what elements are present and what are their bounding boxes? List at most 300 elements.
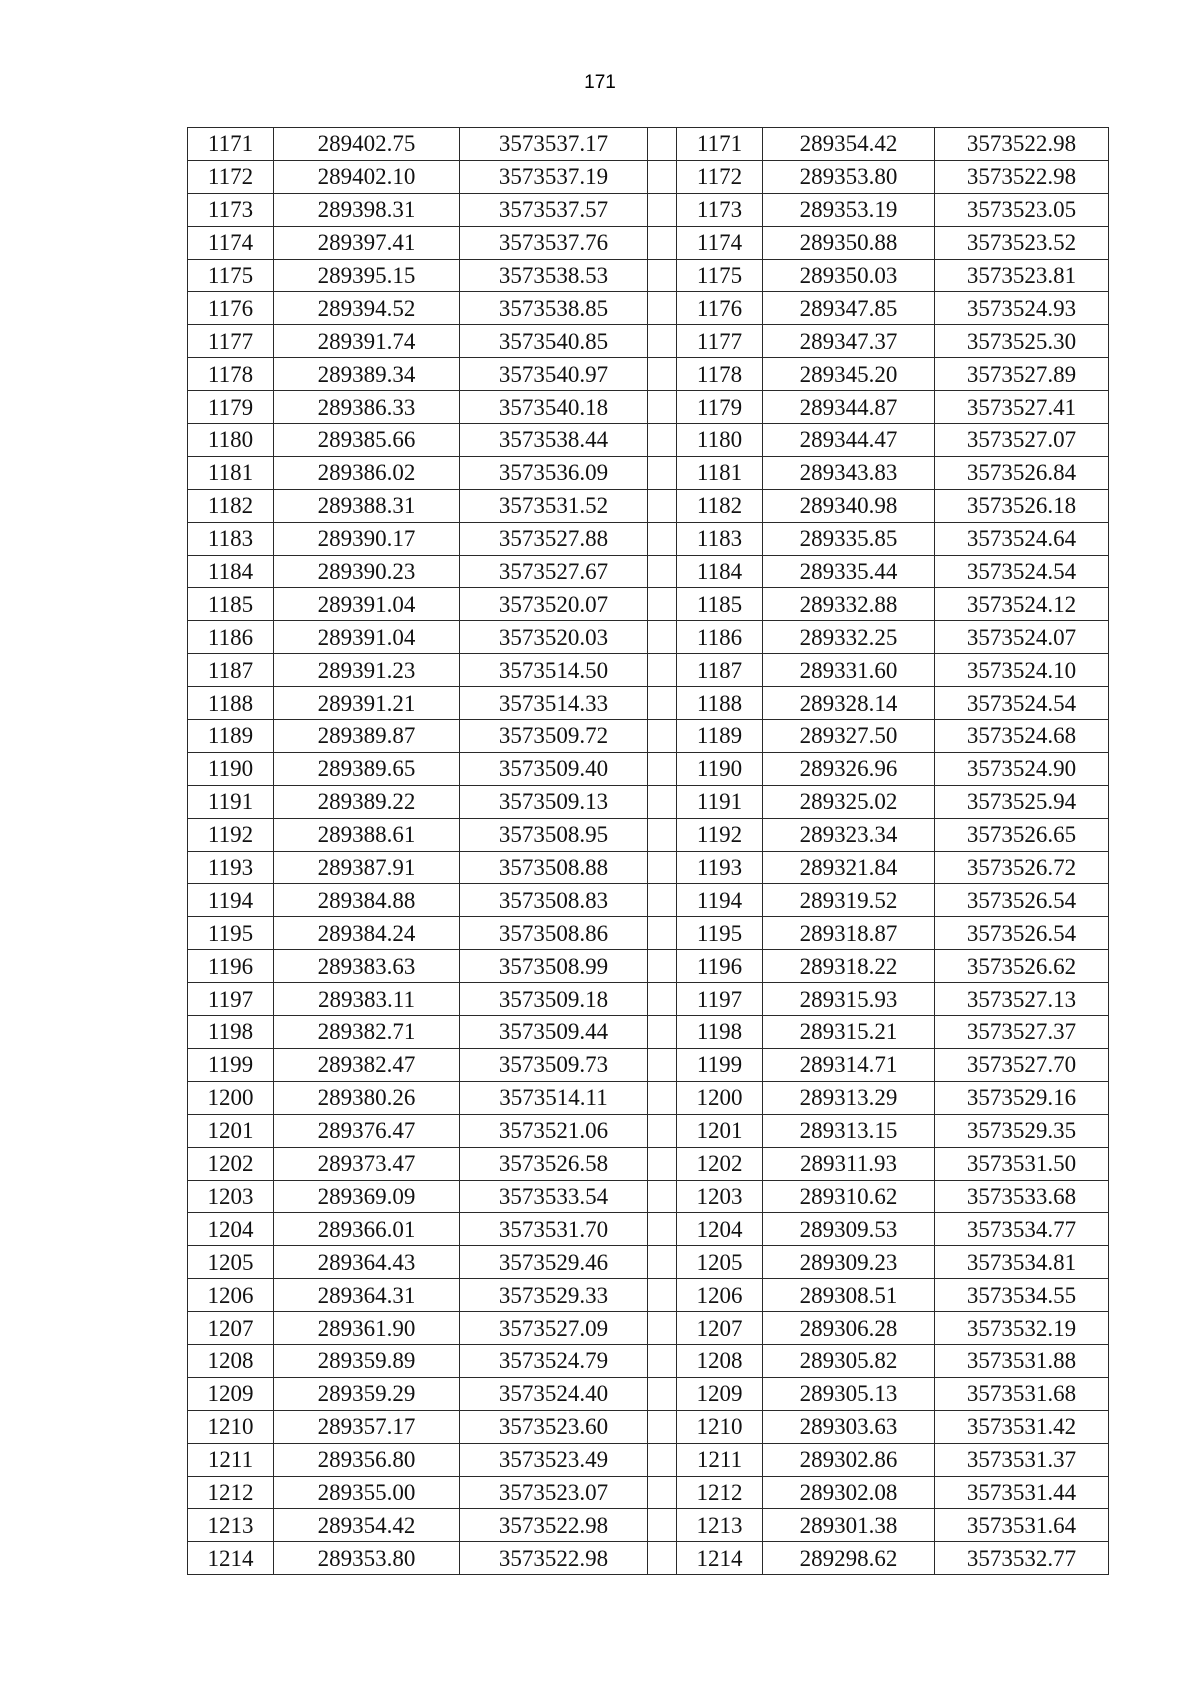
left-point-number-cell: 1189 — [188, 720, 274, 753]
right-x-coordinate-cell: 289344.87 — [763, 391, 935, 424]
coordinates-table — [187, 127, 1109, 1575]
spacer-cell — [648, 1180, 677, 1213]
right-point-number-cell: 1204 — [677, 1213, 763, 1246]
right-x-coordinate-cell: 289309.53 — [763, 1213, 935, 1246]
spacer-cell — [648, 917, 677, 950]
left-x-coordinate-cell: 289383.11 — [274, 983, 460, 1016]
spacer-cell — [648, 1312, 677, 1345]
left-x-coordinate-cell: 289380.26 — [274, 1081, 460, 1114]
left-point-number-cell: 1199 — [188, 1048, 274, 1081]
left-x-coordinate-cell: 289355.00 — [274, 1476, 460, 1509]
left-point-number-cell: 1212 — [188, 1476, 274, 1509]
left-point-number-cell: 1198 — [188, 1016, 274, 1049]
left-y-coordinate-cell: 3573529.46 — [460, 1246, 648, 1279]
spacer-cell — [648, 983, 677, 1016]
right-x-coordinate-cell: 289298.62 — [763, 1542, 935, 1575]
table-row — [188, 785, 1109, 818]
right-x-coordinate-cell: 289313.15 — [763, 1114, 935, 1147]
right-y-coordinate-cell: 3573532.19 — [935, 1312, 1109, 1345]
right-y-coordinate-cell: 3573526.72 — [935, 851, 1109, 884]
left-point-number-cell: 1207 — [188, 1312, 274, 1345]
left-point-number-cell: 1195 — [188, 917, 274, 950]
left-point-number-cell: 1187 — [188, 654, 274, 687]
right-point-number-cell: 1207 — [677, 1312, 763, 1345]
left-point-number-cell: 1196 — [188, 950, 274, 983]
right-point-number-cell: 1195 — [677, 917, 763, 950]
right-x-coordinate-cell: 289319.52 — [763, 884, 935, 917]
table-row — [188, 489, 1109, 522]
right-x-coordinate-cell: 289343.83 — [763, 456, 935, 489]
right-y-coordinate-cell: 3573531.44 — [935, 1476, 1109, 1509]
left-y-coordinate-cell: 3573531.70 — [460, 1213, 648, 1246]
left-point-number-cell: 1184 — [188, 555, 274, 588]
right-point-number-cell: 1198 — [677, 1016, 763, 1049]
spacer-cell — [648, 160, 677, 193]
right-point-number-cell: 1203 — [677, 1180, 763, 1213]
left-y-coordinate-cell: 3573520.03 — [460, 621, 648, 654]
spacer-cell — [648, 884, 677, 917]
left-y-coordinate-cell: 3573508.99 — [460, 950, 648, 983]
right-y-coordinate-cell: 3573525.94 — [935, 785, 1109, 818]
spacer-cell — [648, 325, 677, 358]
right-y-coordinate-cell: 3573529.35 — [935, 1114, 1109, 1147]
right-point-number-cell: 1181 — [677, 456, 763, 489]
right-y-coordinate-cell: 3573523.81 — [935, 259, 1109, 292]
table-row — [188, 128, 1109, 161]
left-y-coordinate-cell: 3573509.40 — [460, 752, 648, 785]
right-y-coordinate-cell: 3573524.07 — [935, 621, 1109, 654]
spacer-cell — [648, 1016, 677, 1049]
table-row — [188, 1016, 1109, 1049]
right-point-number-cell: 1210 — [677, 1410, 763, 1443]
table-row — [188, 1509, 1109, 1542]
left-point-number-cell: 1204 — [188, 1213, 274, 1246]
spacer-cell — [648, 489, 677, 522]
left-point-number-cell: 1197 — [188, 983, 274, 1016]
left-point-number-cell: 1177 — [188, 325, 274, 358]
right-y-coordinate-cell: 3573527.07 — [935, 424, 1109, 457]
left-x-coordinate-cell: 289389.22 — [274, 785, 460, 818]
left-x-coordinate-cell: 289391.74 — [274, 325, 460, 358]
right-y-coordinate-cell: 3573522.98 — [935, 128, 1109, 161]
left-x-coordinate-cell: 289391.04 — [274, 621, 460, 654]
left-point-number-cell: 1171 — [188, 128, 274, 161]
left-point-number-cell: 1183 — [188, 522, 274, 555]
spacer-cell — [648, 1377, 677, 1410]
right-x-coordinate-cell: 289347.37 — [763, 325, 935, 358]
right-x-coordinate-cell: 289315.93 — [763, 983, 935, 1016]
right-x-coordinate-cell: 289353.80 — [763, 160, 935, 193]
right-y-coordinate-cell: 3573524.54 — [935, 687, 1109, 720]
table-row — [188, 851, 1109, 884]
left-x-coordinate-cell: 289356.80 — [274, 1443, 460, 1476]
left-x-coordinate-cell: 289391.21 — [274, 687, 460, 720]
spacer-cell — [648, 193, 677, 226]
table-row — [188, 259, 1109, 292]
right-point-number-cell: 1193 — [677, 851, 763, 884]
table-row — [188, 292, 1109, 325]
right-x-coordinate-cell: 289344.47 — [763, 424, 935, 457]
right-x-coordinate-cell: 289332.25 — [763, 621, 935, 654]
right-x-coordinate-cell: 289327.50 — [763, 720, 935, 753]
left-x-coordinate-cell: 289387.91 — [274, 851, 460, 884]
table-row — [188, 1312, 1109, 1345]
spacer-cell — [648, 424, 677, 457]
right-point-number-cell: 1186 — [677, 621, 763, 654]
right-point-number-cell: 1191 — [677, 785, 763, 818]
right-point-number-cell: 1180 — [677, 424, 763, 457]
right-y-coordinate-cell: 3573531.88 — [935, 1344, 1109, 1377]
table-row — [188, 1213, 1109, 1246]
left-y-coordinate-cell: 3573537.76 — [460, 226, 648, 259]
left-x-coordinate-cell: 289366.01 — [274, 1213, 460, 1246]
left-x-coordinate-cell: 289384.24 — [274, 917, 460, 950]
table-row — [188, 752, 1109, 785]
right-y-coordinate-cell: 3573524.12 — [935, 588, 1109, 621]
right-y-coordinate-cell: 3573527.41 — [935, 391, 1109, 424]
left-point-number-cell: 1185 — [188, 588, 274, 621]
spacer-cell — [648, 752, 677, 785]
right-x-coordinate-cell: 289340.98 — [763, 489, 935, 522]
table-row — [188, 325, 1109, 358]
spacer-cell — [648, 391, 677, 424]
left-y-coordinate-cell: 3573537.17 — [460, 128, 648, 161]
right-point-number-cell: 1190 — [677, 752, 763, 785]
left-y-coordinate-cell: 3573521.06 — [460, 1114, 648, 1147]
right-y-coordinate-cell: 3573532.77 — [935, 1542, 1109, 1575]
left-y-coordinate-cell: 3573514.33 — [460, 687, 648, 720]
left-x-coordinate-cell: 289402.10 — [274, 160, 460, 193]
right-x-coordinate-cell: 289305.82 — [763, 1344, 935, 1377]
right-point-number-cell: 1179 — [677, 391, 763, 424]
spacer-cell — [648, 292, 677, 325]
right-y-coordinate-cell: 3573524.68 — [935, 720, 1109, 753]
left-y-coordinate-cell: 3573523.49 — [460, 1443, 648, 1476]
spacer-cell — [648, 358, 677, 391]
table-row — [188, 193, 1109, 226]
left-point-number-cell: 1190 — [188, 752, 274, 785]
right-x-coordinate-cell: 289318.22 — [763, 950, 935, 983]
left-y-coordinate-cell: 3573514.11 — [460, 1081, 648, 1114]
left-point-number-cell: 1182 — [188, 489, 274, 522]
table-row — [188, 917, 1109, 950]
right-x-coordinate-cell: 289331.60 — [763, 654, 935, 687]
left-y-coordinate-cell: 3573508.86 — [460, 917, 648, 950]
spacer-cell — [648, 1279, 677, 1312]
right-point-number-cell: 1202 — [677, 1147, 763, 1180]
right-point-number-cell: 1175 — [677, 259, 763, 292]
left-x-coordinate-cell: 289383.63 — [274, 950, 460, 983]
left-point-number-cell: 1186 — [188, 621, 274, 654]
left-y-coordinate-cell: 3573509.72 — [460, 720, 648, 753]
left-point-number-cell: 1174 — [188, 226, 274, 259]
right-x-coordinate-cell: 289318.87 — [763, 917, 935, 950]
left-y-coordinate-cell: 3573531.52 — [460, 489, 648, 522]
table-row — [188, 687, 1109, 720]
left-y-coordinate-cell: 3573509.18 — [460, 983, 648, 1016]
left-y-coordinate-cell: 3573533.54 — [460, 1180, 648, 1213]
right-point-number-cell: 1176 — [677, 292, 763, 325]
spacer-cell — [648, 1213, 677, 1246]
right-y-coordinate-cell: 3573531.68 — [935, 1377, 1109, 1410]
left-x-coordinate-cell: 289389.34 — [274, 358, 460, 391]
right-point-number-cell: 1194 — [677, 884, 763, 917]
left-y-coordinate-cell: 3573524.79 — [460, 1344, 648, 1377]
left-x-coordinate-cell: 289369.09 — [274, 1180, 460, 1213]
left-point-number-cell: 1200 — [188, 1081, 274, 1114]
right-x-coordinate-cell: 289350.03 — [763, 259, 935, 292]
right-y-coordinate-cell: 3573522.98 — [935, 160, 1109, 193]
table-row — [188, 884, 1109, 917]
left-point-number-cell: 1201 — [188, 1114, 274, 1147]
spacer-cell — [648, 522, 677, 555]
right-y-coordinate-cell: 3573524.93 — [935, 292, 1109, 325]
right-x-coordinate-cell: 289325.02 — [763, 785, 935, 818]
right-point-number-cell: 1188 — [677, 687, 763, 720]
table-row — [188, 588, 1109, 621]
table-row — [188, 1410, 1109, 1443]
table-row — [188, 1542, 1109, 1575]
right-y-coordinate-cell: 3573526.54 — [935, 884, 1109, 917]
spacer-cell — [648, 818, 677, 851]
right-x-coordinate-cell: 289302.08 — [763, 1476, 935, 1509]
right-point-number-cell: 1209 — [677, 1377, 763, 1410]
spacer-cell — [648, 1344, 677, 1377]
left-point-number-cell: 1203 — [188, 1180, 274, 1213]
table-row — [188, 983, 1109, 1016]
right-point-number-cell: 1213 — [677, 1509, 763, 1542]
spacer-cell — [648, 1048, 677, 1081]
table-row — [188, 391, 1109, 424]
table-row — [188, 226, 1109, 259]
left-point-number-cell: 1178 — [188, 358, 274, 391]
right-point-number-cell: 1211 — [677, 1443, 763, 1476]
right-point-number-cell: 1214 — [677, 1542, 763, 1575]
right-y-coordinate-cell: 3573526.18 — [935, 489, 1109, 522]
right-point-number-cell: 1196 — [677, 950, 763, 983]
right-y-coordinate-cell: 3573534.55 — [935, 1279, 1109, 1312]
table-row — [188, 1476, 1109, 1509]
left-x-coordinate-cell: 289386.02 — [274, 456, 460, 489]
spacer-cell — [648, 226, 677, 259]
right-y-coordinate-cell: 3573527.70 — [935, 1048, 1109, 1081]
right-y-coordinate-cell: 3573527.89 — [935, 358, 1109, 391]
left-y-coordinate-cell: 3573536.09 — [460, 456, 648, 489]
left-point-number-cell: 1209 — [188, 1377, 274, 1410]
table-row — [188, 1114, 1109, 1147]
right-y-coordinate-cell: 3573527.37 — [935, 1016, 1109, 1049]
right-x-coordinate-cell: 289335.85 — [763, 522, 935, 555]
left-point-number-cell: 1192 — [188, 818, 274, 851]
table-row — [188, 818, 1109, 851]
right-point-number-cell: 1201 — [677, 1114, 763, 1147]
left-y-coordinate-cell: 3573508.95 — [460, 818, 648, 851]
left-point-number-cell: 1173 — [188, 193, 274, 226]
right-x-coordinate-cell: 289353.19 — [763, 193, 935, 226]
spacer-cell — [648, 1509, 677, 1542]
right-y-coordinate-cell: 3573523.05 — [935, 193, 1109, 226]
right-y-coordinate-cell: 3573524.64 — [935, 522, 1109, 555]
table-row — [188, 555, 1109, 588]
right-point-number-cell: 1212 — [677, 1476, 763, 1509]
right-y-coordinate-cell: 3573534.77 — [935, 1213, 1109, 1246]
spacer-cell — [648, 1542, 677, 1575]
right-x-coordinate-cell: 289306.28 — [763, 1312, 935, 1345]
left-x-coordinate-cell: 289376.47 — [274, 1114, 460, 1147]
left-x-coordinate-cell: 289394.52 — [274, 292, 460, 325]
right-point-number-cell: 1174 — [677, 226, 763, 259]
left-x-coordinate-cell: 289397.41 — [274, 226, 460, 259]
right-y-coordinate-cell: 3573526.84 — [935, 456, 1109, 489]
right-y-coordinate-cell: 3573523.52 — [935, 226, 1109, 259]
left-y-coordinate-cell: 3573522.98 — [460, 1542, 648, 1575]
left-point-number-cell: 1205 — [188, 1246, 274, 1279]
right-x-coordinate-cell: 289321.84 — [763, 851, 935, 884]
spacer-cell — [648, 1410, 677, 1443]
right-y-coordinate-cell: 3573526.62 — [935, 950, 1109, 983]
right-x-coordinate-cell: 289308.51 — [763, 1279, 935, 1312]
right-point-number-cell: 1189 — [677, 720, 763, 753]
left-point-number-cell: 1188 — [188, 687, 274, 720]
right-point-number-cell: 1182 — [677, 489, 763, 522]
left-x-coordinate-cell: 289364.31 — [274, 1279, 460, 1312]
left-y-coordinate-cell: 3573523.60 — [460, 1410, 648, 1443]
right-point-number-cell: 1200 — [677, 1081, 763, 1114]
right-point-number-cell: 1178 — [677, 358, 763, 391]
left-y-coordinate-cell: 3573529.33 — [460, 1279, 648, 1312]
left-x-coordinate-cell: 289398.31 — [274, 193, 460, 226]
table-row — [188, 522, 1109, 555]
left-x-coordinate-cell: 289390.23 — [274, 555, 460, 588]
table-row — [188, 424, 1109, 457]
right-point-number-cell: 1199 — [677, 1048, 763, 1081]
left-y-coordinate-cell: 3573537.57 — [460, 193, 648, 226]
right-point-number-cell: 1173 — [677, 193, 763, 226]
left-x-coordinate-cell: 289391.23 — [274, 654, 460, 687]
left-x-coordinate-cell: 289354.42 — [274, 1509, 460, 1542]
right-x-coordinate-cell: 289332.88 — [763, 588, 935, 621]
left-y-coordinate-cell: 3573540.97 — [460, 358, 648, 391]
right-y-coordinate-cell: 3573524.90 — [935, 752, 1109, 785]
left-point-number-cell: 1180 — [188, 424, 274, 457]
left-y-coordinate-cell: 3573527.09 — [460, 1312, 648, 1345]
table-row — [188, 1279, 1109, 1312]
right-point-number-cell: 1183 — [677, 522, 763, 555]
right-x-coordinate-cell: 289335.44 — [763, 555, 935, 588]
left-point-number-cell: 1193 — [188, 851, 274, 884]
left-x-coordinate-cell: 289395.15 — [274, 259, 460, 292]
spacer-cell — [648, 456, 677, 489]
table-row — [188, 1048, 1109, 1081]
right-x-coordinate-cell: 289311.93 — [763, 1147, 935, 1180]
right-point-number-cell: 1206 — [677, 1279, 763, 1312]
right-point-number-cell: 1205 — [677, 1246, 763, 1279]
left-y-coordinate-cell: 3573537.19 — [460, 160, 648, 193]
table-row — [188, 1246, 1109, 1279]
right-x-coordinate-cell: 289313.29 — [763, 1081, 935, 1114]
spacer-cell — [648, 687, 677, 720]
left-point-number-cell: 1176 — [188, 292, 274, 325]
spacer-cell — [648, 588, 677, 621]
left-point-number-cell: 1210 — [188, 1410, 274, 1443]
left-y-coordinate-cell: 3573540.85 — [460, 325, 648, 358]
spacer-cell — [648, 654, 677, 687]
left-x-coordinate-cell: 289389.65 — [274, 752, 460, 785]
left-x-coordinate-cell: 289382.47 — [274, 1048, 460, 1081]
spacer-cell — [648, 720, 677, 753]
right-y-coordinate-cell: 3573531.42 — [935, 1410, 1109, 1443]
spacer-cell — [648, 128, 677, 161]
left-y-coordinate-cell: 3573508.88 — [460, 851, 648, 884]
right-point-number-cell: 1197 — [677, 983, 763, 1016]
left-x-coordinate-cell: 289359.29 — [274, 1377, 460, 1410]
coordinates-table-body — [188, 128, 1109, 1575]
table-row — [188, 160, 1109, 193]
right-point-number-cell: 1187 — [677, 654, 763, 687]
right-point-number-cell: 1208 — [677, 1344, 763, 1377]
left-y-coordinate-cell: 3573524.40 — [460, 1377, 648, 1410]
right-x-coordinate-cell: 289302.86 — [763, 1443, 935, 1476]
spacer-cell — [648, 851, 677, 884]
right-x-coordinate-cell: 289301.38 — [763, 1509, 935, 1542]
right-point-number-cell: 1177 — [677, 325, 763, 358]
left-x-coordinate-cell: 289357.17 — [274, 1410, 460, 1443]
right-x-coordinate-cell: 289354.42 — [763, 128, 935, 161]
spacer-cell — [648, 555, 677, 588]
right-y-coordinate-cell: 3573531.64 — [935, 1509, 1109, 1542]
left-point-number-cell: 1208 — [188, 1344, 274, 1377]
spacer-cell — [648, 1147, 677, 1180]
left-x-coordinate-cell: 289361.90 — [274, 1312, 460, 1345]
left-x-coordinate-cell: 289382.71 — [274, 1016, 460, 1049]
left-x-coordinate-cell: 289386.33 — [274, 391, 460, 424]
table-row — [188, 1081, 1109, 1114]
right-x-coordinate-cell: 289310.62 — [763, 1180, 935, 1213]
left-y-coordinate-cell: 3573538.44 — [460, 424, 648, 457]
left-point-number-cell: 1172 — [188, 160, 274, 193]
table-row — [188, 654, 1109, 687]
left-x-coordinate-cell: 289391.04 — [274, 588, 460, 621]
table-row — [188, 1443, 1109, 1476]
left-point-number-cell: 1213 — [188, 1509, 274, 1542]
right-y-coordinate-cell: 3573531.37 — [935, 1443, 1109, 1476]
spacer-cell — [648, 1081, 677, 1114]
right-x-coordinate-cell: 289309.23 — [763, 1246, 935, 1279]
table-row — [188, 1147, 1109, 1180]
right-x-coordinate-cell: 289314.71 — [763, 1048, 935, 1081]
left-y-coordinate-cell: 3573523.07 — [460, 1476, 648, 1509]
left-point-number-cell: 1202 — [188, 1147, 274, 1180]
spacer-cell — [648, 1114, 677, 1147]
left-point-number-cell: 1194 — [188, 884, 274, 917]
table-row — [188, 358, 1109, 391]
left-point-number-cell: 1214 — [188, 1542, 274, 1575]
left-x-coordinate-cell: 289388.61 — [274, 818, 460, 851]
left-y-coordinate-cell: 3573514.50 — [460, 654, 648, 687]
right-y-coordinate-cell: 3573526.65 — [935, 818, 1109, 851]
spacer-cell — [648, 259, 677, 292]
right-x-coordinate-cell: 289328.14 — [763, 687, 935, 720]
right-y-coordinate-cell: 3573533.68 — [935, 1180, 1109, 1213]
right-y-coordinate-cell: 3573524.10 — [935, 654, 1109, 687]
right-y-coordinate-cell: 3573534.81 — [935, 1246, 1109, 1279]
right-point-number-cell: 1171 — [677, 128, 763, 161]
table-row — [188, 720, 1109, 753]
right-point-number-cell: 1192 — [677, 818, 763, 851]
right-y-coordinate-cell: 3573529.16 — [935, 1081, 1109, 1114]
page-number: 171 — [584, 72, 616, 93]
right-point-number-cell: 1172 — [677, 160, 763, 193]
